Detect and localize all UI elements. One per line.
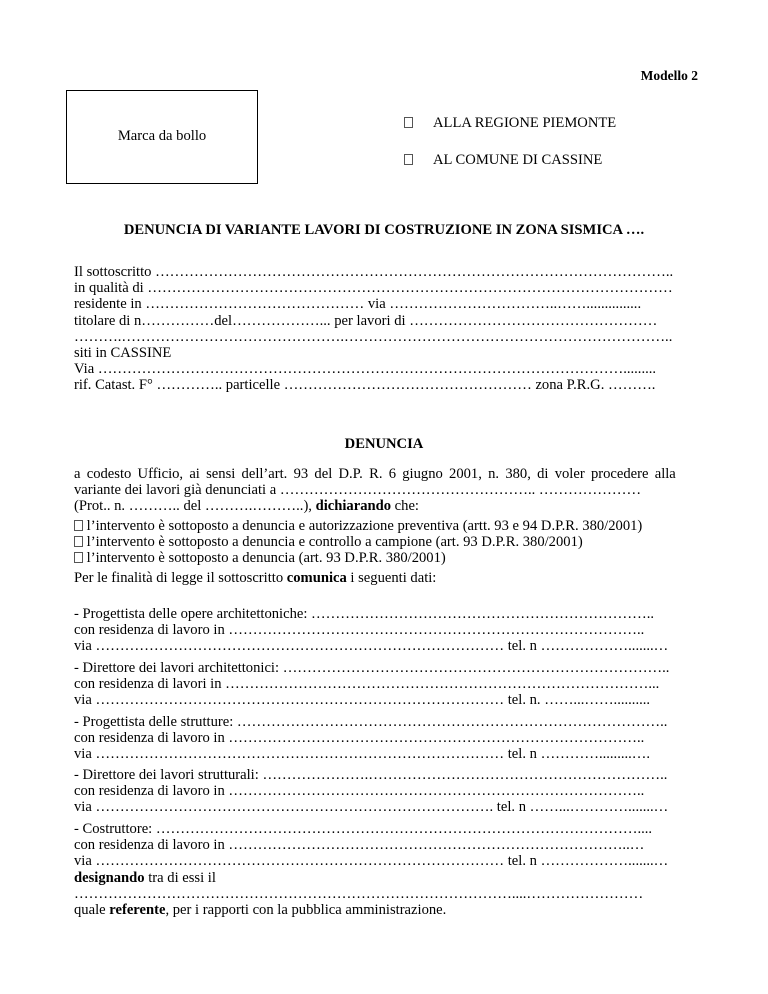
section-structural-designer xyxy=(74,714,696,763)
cadastral-line[interactable]: rif. Catast. F° ………….. particelle …………………………………………… zona P.R.G. ………. xyxy=(74,377,656,394)
declarant-works-line[interactable]: ……….……………………………………….………………………………………………………….. xyxy=(74,328,673,345)
recipient-comune: AL COMUNE DI CASSINE xyxy=(433,152,603,168)
declarant-residence-line[interactable]: residente in ……………………………………… via ……………………………..……............... xyxy=(74,296,642,313)
options-list xyxy=(74,518,696,567)
section-heading-denuncia: DENUNCIA xyxy=(344,436,424,452)
revenue-stamp-label: Marca da bollo xyxy=(117,128,207,144)
field-line[interactable]: via ………………………………………………………………………… tel. n ……………….......… xyxy=(74,638,669,655)
field-line[interactable]: via ………………………………………………………………………… tel. n ……………….......… xyxy=(74,853,669,870)
checkbox-icon[interactable] xyxy=(74,536,83,547)
recipient-region: ALLA REGIONE PIEMONTE xyxy=(433,115,617,131)
checkbox-icon[interactable] xyxy=(74,552,83,563)
option-denuncia-only[interactable]: l’intervento è sottoposto a denuncia (art. 93 D.P.R. 380/2001) xyxy=(74,550,696,566)
referent-field-line[interactable]: ………………………………………………………………………………....…………………… xyxy=(74,885,644,902)
intro-line-3: (Prot.. n. ……….. del ……….………..), dichiarando che: xyxy=(74,498,419,515)
declarant-block xyxy=(74,264,696,394)
site-street-line[interactable]: Via ………………………………………………………………………………………………......... xyxy=(74,361,657,378)
field-line[interactable]: - Progettista delle strutture: …………………………………………………………………………….. xyxy=(74,714,668,730)
document-title: DENUNCIA DI VARIANTE LAVORI DI COSTRUZIONE IN ZONA SISMICA …. xyxy=(123,222,645,238)
checkbox-icon[interactable] xyxy=(74,520,83,531)
field-line[interactable]: con residenza di lavoro in ………………………………………………………………………….. xyxy=(74,730,645,747)
communicate-line: Per le finalità di legge il sottoscritto comunica i seguenti dati: xyxy=(74,570,437,586)
field-line[interactable]: con residenza di lavori in ……………………………………………………………………………... xyxy=(74,676,660,693)
designate-line: designando tra di essi il xyxy=(74,869,216,886)
declarant-permit-line[interactable]: titolare di n……………del………………... per lavori di …………………………………………… xyxy=(74,312,658,329)
section-architectural-director xyxy=(74,660,696,709)
referent-line: quale referente, per i rapporti con la pubblica amministrazione. xyxy=(74,901,447,918)
section-architectural-designer xyxy=(74,606,696,655)
option-random-control[interactable]: l’intervento è sottoposto a denuncia e controllo a campione (art. 93 D.P.R. 380/2001) xyxy=(74,534,696,550)
recipient-comune-checkbox[interactable] xyxy=(404,152,413,169)
field-line[interactable]: - Progettista delle opere architettoniche: …………………………………………………………….. xyxy=(74,606,655,622)
section-builder xyxy=(74,821,696,918)
field-line[interactable]: con residenza di lavoro in ………………………………………………………………………….. xyxy=(74,622,645,639)
model-number: Modello 2 xyxy=(640,68,698,83)
field-line[interactable]: via ………………………………………………………………………… tel. n ………….........…. xyxy=(74,746,651,763)
site-location: siti in CASSINE xyxy=(74,344,172,361)
field-line[interactable]: via ………………………………………………………………………. tel. n ……...………….......… xyxy=(74,799,669,816)
declarant-role-line[interactable]: in qualità di ……………………………………………………………………………………………… xyxy=(74,280,673,297)
intro-paragraph xyxy=(74,466,696,515)
declarant-name-line[interactable]: Il sottoscritto …………………………………………………………………………………………….. xyxy=(74,264,674,280)
revenue-stamp-box xyxy=(66,90,258,184)
intro-line-2[interactable]: variante dei lavori già denunciati a …………………………………………….. ………………… xyxy=(74,482,642,499)
recipient-region-checkbox[interactable] xyxy=(404,115,413,132)
field-line[interactable]: con residenza di lavoro in ………………………………………………………………………….. xyxy=(74,783,645,800)
intro-line-1: a codesto Ufficio, ai sensi dell’art. 93 del D.P. R. 6 giugno 2001, n. 380, di voler procedere alla xyxy=(74,466,676,482)
field-line[interactable]: - Costruttore: ……………………………………………………………………………………….... xyxy=(74,821,653,837)
field-line[interactable]: con residenza di lavoro in ………………………………………………………………………..… xyxy=(74,837,645,854)
option-preventive-authorization[interactable]: l’intervento è sottoposto a denuncia e autorizzazione preventiva (artt. 93 e 94 D.P.R. 380/2001) xyxy=(74,518,696,534)
section-structural-director xyxy=(74,767,696,816)
field-line[interactable]: - Direttore dei lavori architettonici: …………………………………………………………………….. xyxy=(74,660,670,676)
field-line[interactable]: - Direttore dei lavori strutturali: ………………….…………………………………………………….. xyxy=(74,767,668,783)
field-line[interactable]: via ………………………………………………………………………… tel. n. ……...…….......... xyxy=(74,692,651,709)
